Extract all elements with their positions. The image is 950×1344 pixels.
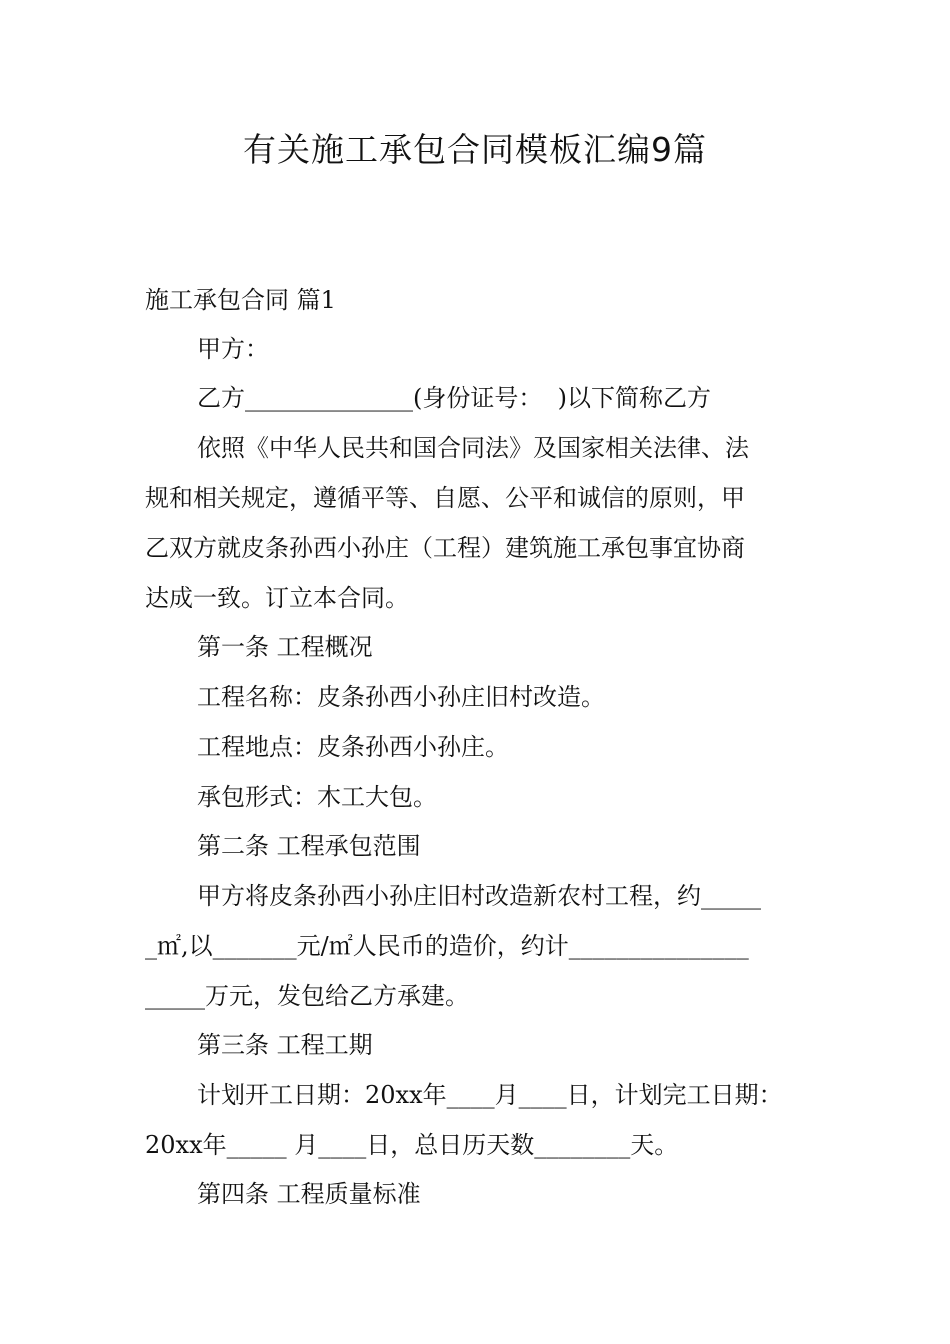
paragraph-line: 工程地点：皮条孙西小孙庄。 xyxy=(197,733,509,761)
section-heading: 施工承包合同 篇1 xyxy=(145,286,336,314)
party-b-line: 乙方______________(身份证号： )以下简称乙方 xyxy=(197,384,711,412)
article-heading: 第三条 工程工期 xyxy=(197,1031,373,1059)
paragraph-line: _㎡,以_______元/㎡人民币的造价，约计_______________ xyxy=(145,932,749,960)
article-heading: 第四条 工程质量标准 xyxy=(197,1180,421,1208)
paragraph-line: 甲方将皮条孙西小孙庄旧村改造新农村工程，约_____ xyxy=(197,882,761,910)
paragraph-line: 达成一致。订立本合同。 xyxy=(145,584,409,612)
paragraph-line: 乙双方就皮条孙西小孙庄（工程）建筑施工承包事宜协商 xyxy=(145,534,745,562)
paragraph-line: 计划开工日期：20xx年____月____日，计划完工日期： xyxy=(197,1081,783,1109)
paragraph-line: 工程名称：皮条孙西小孙庄旧村改造。 xyxy=(197,683,605,711)
paragraph-line: 规和相关规定，遵循平等、自愿、公平和诚信的原则，甲 xyxy=(145,484,745,512)
document-title: 有关施工承包合同模板汇编9篇 xyxy=(243,130,707,169)
article-heading: 第一条 工程概况 xyxy=(197,633,373,661)
paragraph-line: 承包形式：木工大包。 xyxy=(197,783,437,811)
party-a-line: 甲方： xyxy=(197,335,269,363)
article-heading: 第二条 工程承包范围 xyxy=(197,832,421,860)
paragraph-line: _____万元，发包给乙方承建。 xyxy=(145,982,469,1010)
paragraph-line: 依照《中华人民共和国合同法》及国家相关法律、法 xyxy=(197,434,749,462)
paragraph-line: 20xx年_____ 月____日，总日历天数________天。 xyxy=(145,1131,679,1159)
